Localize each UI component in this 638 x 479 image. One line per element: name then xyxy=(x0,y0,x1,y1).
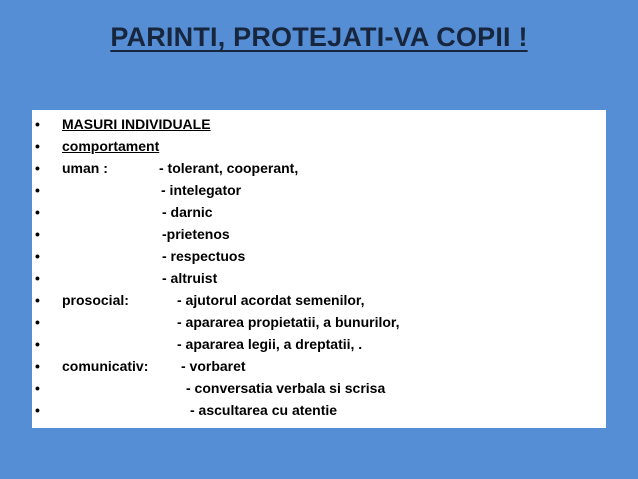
list-item xyxy=(32,267,606,289)
list-item xyxy=(32,179,606,201)
bullet-icon: • xyxy=(35,358,40,374)
bullet-icon: • xyxy=(35,226,40,242)
bullet-icon: • xyxy=(35,116,40,132)
list-item-label: comportament xyxy=(62,138,160,154)
list-item-value: - apararea legii, a dreptatii, . xyxy=(177,336,363,352)
bullet-icon: • xyxy=(35,336,40,352)
list-item-value: - vorbaret xyxy=(181,358,246,374)
bullet-icon: • xyxy=(35,292,40,308)
bullet-icon: • xyxy=(35,248,40,264)
list-item xyxy=(32,135,606,157)
list-item-value: - altruist xyxy=(162,270,218,286)
list-item xyxy=(32,113,606,135)
bullet-icon: • xyxy=(35,204,40,220)
slide-title: PARINTI, PROTEJATI-VA COPII ! xyxy=(110,22,528,52)
list-item-value: -prietenos xyxy=(162,226,230,242)
list-item-value: - intelegator xyxy=(161,182,242,198)
bullet-icon: • xyxy=(35,402,40,418)
list-item-label: uman : xyxy=(62,160,108,176)
list-item-value: - darnic xyxy=(162,204,213,220)
list-item xyxy=(32,201,606,223)
list-item xyxy=(32,377,606,399)
list-item xyxy=(32,355,606,377)
list-item xyxy=(32,223,606,245)
list-item-label: prosocial: xyxy=(62,292,129,308)
list-item-value: - respectuos xyxy=(162,248,246,264)
content-panel xyxy=(32,110,606,428)
bullet-icon: • xyxy=(35,160,40,176)
bullet-icon: • xyxy=(35,314,40,330)
bullet-icon: • xyxy=(35,138,40,154)
list-item xyxy=(32,311,606,333)
list-item-value: - tolerant, cooperant, xyxy=(159,160,299,176)
list-item-label: comunicativ: xyxy=(62,358,149,374)
list-item xyxy=(32,399,606,421)
list-item xyxy=(32,157,606,179)
list-item-value: - ajutorul acordat semenilor, xyxy=(177,292,365,308)
bullet-icon: • xyxy=(35,182,40,198)
list-item-value: - conversatia verbala si scrisa xyxy=(186,380,386,396)
list-item xyxy=(32,333,606,355)
bullet-icon: • xyxy=(35,270,40,286)
list-item-value: - ascultarea cu atentie xyxy=(190,402,338,418)
list-item xyxy=(32,245,606,267)
bullet-icon: • xyxy=(35,380,40,396)
list-item-label: MASURI INDIVIDUALE xyxy=(62,116,211,132)
list-item xyxy=(32,289,606,311)
list-item-value: - apararea propietatii, a bunurilor, xyxy=(177,314,400,330)
